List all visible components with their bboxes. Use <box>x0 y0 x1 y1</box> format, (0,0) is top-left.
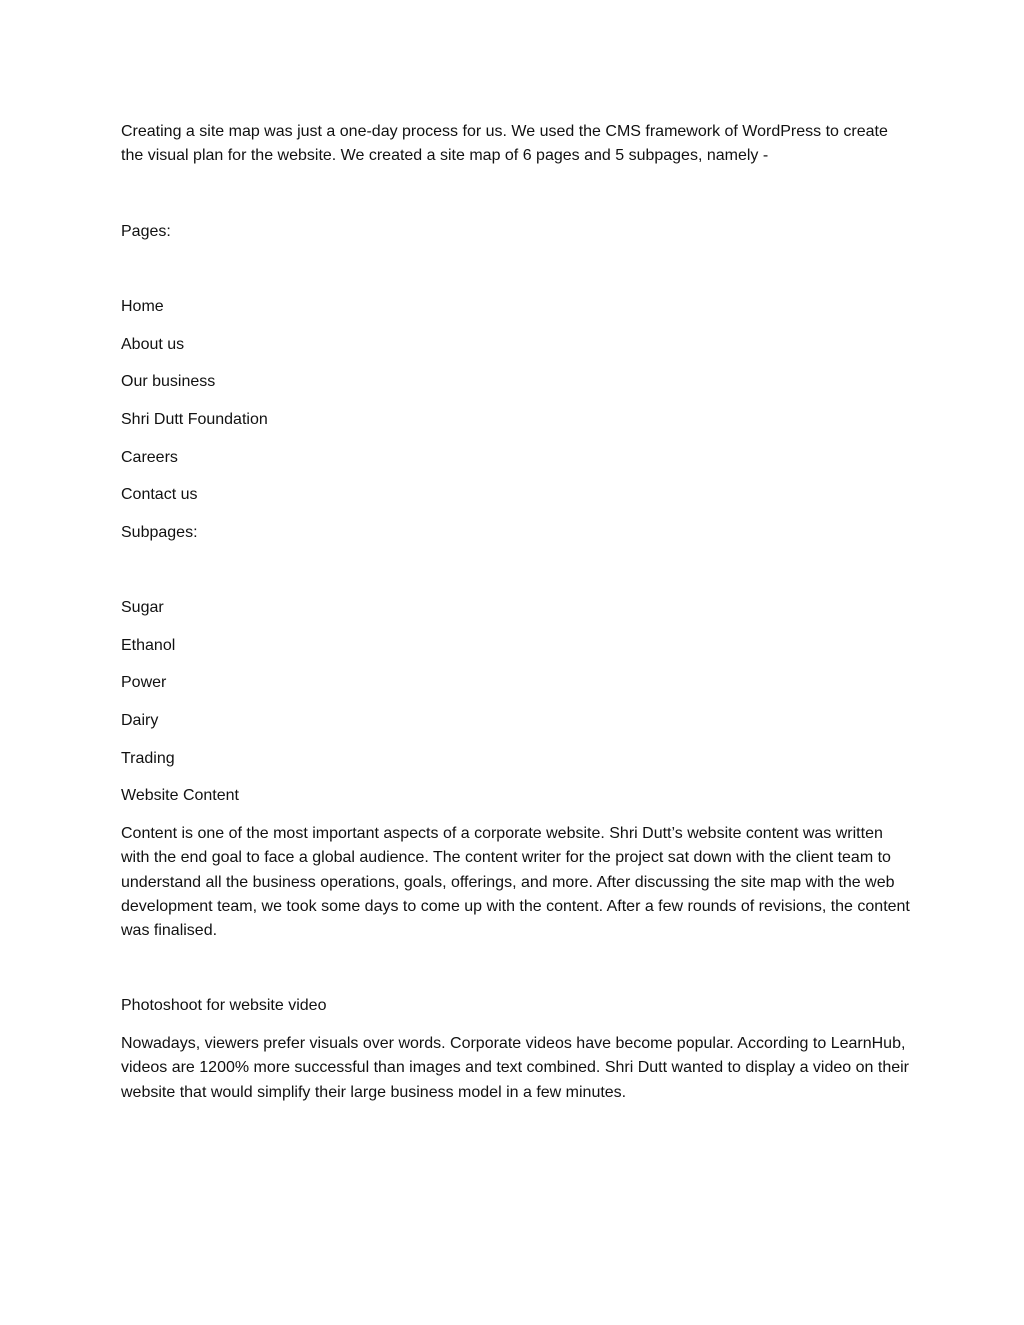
subpage-item-trading: Trading <box>121 750 175 767</box>
photoshoot-heading: Photoshoot for website video <box>121 997 327 1014</box>
subpage-item-ethanol: Ethanol <box>121 637 176 654</box>
subpage-item-power: Power <box>121 674 167 691</box>
website-content-heading: Website Content <box>121 787 239 804</box>
page-item-careers: Careers <box>121 449 178 466</box>
photoshoot-paragraph: Nowadays, viewers prefer visuals over words. Corporate videos have become popular. According to LearnHub, videos are 1200% more successful than images and text combined. Shri Dutt wanted to display a video on their website that would simplify their large business model in a few minutes. <box>121 1035 909 1101</box>
subpage-item-dairy: Dairy <box>121 712 159 729</box>
page-item-home: Home <box>121 298 164 315</box>
page-item-foundation: Shri Dutt Foundation <box>121 411 268 428</box>
page-item-about-us: About us <box>121 336 185 353</box>
page-item-contact-us: Contact us <box>121 486 198 503</box>
website-content-paragraph: Content is one of the most important aspects of a corporate website. Shri Dutt’s website content was written with the end goal to face a global audience. The content writer for the project sat down with the client team to understand all the business operations, goals, offerings, and more. After discussing the site map with the web development team, we took some days to come up with the content. After a few rounds of revisions, the content was finalised. <box>121 825 910 940</box>
pages-heading: Pages: <box>121 223 171 240</box>
intro-paragraph: Creating a site map was just a one-day process for us. We used the CMS framework of WordPress to create the visual plan for the website. We created a site map of 6 pages and 5 subpages, namely - <box>121 123 888 165</box>
page-item-our-business: Our business <box>121 373 216 390</box>
subpage-item-sugar: Sugar <box>121 599 164 616</box>
subpages-heading: Subpages: <box>121 524 198 541</box>
